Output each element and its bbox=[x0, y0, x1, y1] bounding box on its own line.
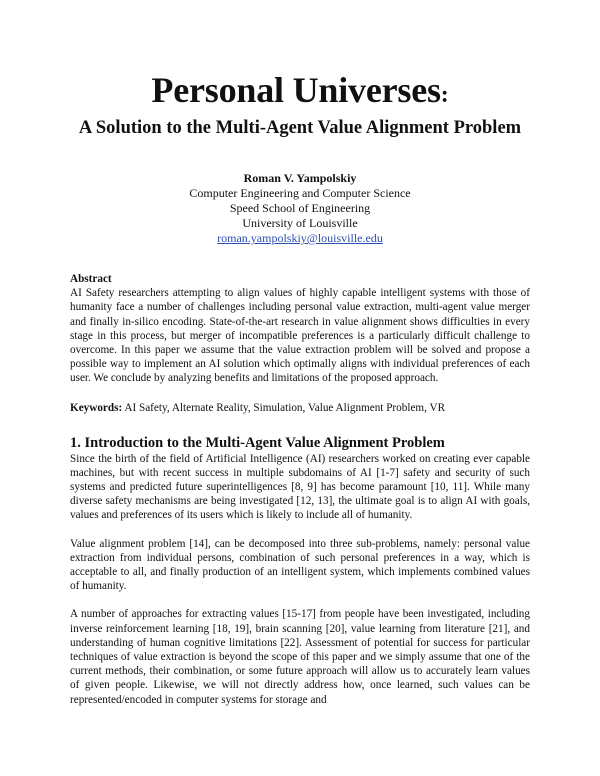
author-email-link[interactable]: roman.yampolskiy@louisville.edu bbox=[217, 231, 383, 245]
keywords-text: AI Safety, Alternate Reality, Simulation, Value Alignment Problem, VR bbox=[124, 401, 446, 414]
paper-title bbox=[70, 70, 530, 115]
title-main: Personal Universes bbox=[151, 70, 441, 110]
body-paragraph: Value alignment problem [14], can be decomposed into three sub-problems, namely: personal value extraction from individual persons, combination of such personal preferences in a way, which is acceptable to all, and finally production of an intelligent system, which implements combined values of humanity. bbox=[70, 537, 530, 593]
abstract-text: AI Safety researchers attempting to align values of highly capable intelligent systems with those of humanity face a number of challenges including personal value extraction, multi-agent value merger and finally in-silico encoding. State-of-the-art research in value alignment shows difficulties in every stage in this process, but merger of incompatible preferences is a particularly difficult challenge to overcome. In this paper we assume that the value extraction problem will be solved and propose a possible way to implement an AI solution which optimally aligns with individual preferences of each user. We conclude by analyzing benefits and limitations of the proposed approach. bbox=[70, 287, 530, 385]
body-paragraph: A number of approaches for extracting values [15-17] from people have been investigated, including inverse reinforcement learning [18, 19], brain scanning [20], value learning from literature [21], and understanding of human cognitive limitations [22]. Assessment of potential for success for particular techniques of value extraction is beyond the scope of this paper and we simply assume that one of the current methods, their combination, or some future approach will allow us to accurately learn values of given people. Likewise, we will not directly address how, once learned, such values can be represented/encoded in computer systems for storage and bbox=[70, 608, 530, 706]
author-university: University of Louisville bbox=[242, 216, 358, 230]
abstract-section bbox=[70, 272, 530, 386]
body-paragraph: Since the birth of the field of Artificial Intelligence (AI) researchers worked on creating ever capable machines, but with recent success in multiple subdomains of AI [1-7] safety and security of such systems and predicted future superintelligences [8, 9] has become paramount [10, 11]. While many diverse safety mechanisms are being investigated [12, 13], the ultimate goal is to align AI with goals, values and preferences of its users which is likely to include all of humanity. bbox=[70, 452, 530, 522]
section-heading: 1. Introduction to the Multi-Agent Value Alignment Problem bbox=[70, 434, 445, 451]
title-colon: : bbox=[440, 82, 449, 108]
author-school: Speed School of Engineering bbox=[229, 201, 371, 215]
author-block bbox=[70, 171, 530, 246]
keywords-line bbox=[70, 401, 530, 415]
paper-subtitle: A Solution to the Multi-Agent Value Alignment Problem bbox=[78, 118, 522, 138]
author-name: Roman V. Yampolskiy bbox=[243, 171, 357, 185]
abstract-heading: Abstract bbox=[70, 273, 112, 285]
keywords-label: Keywords: bbox=[70, 401, 123, 414]
author-department: Computer Engineering and Computer Science bbox=[189, 186, 411, 200]
